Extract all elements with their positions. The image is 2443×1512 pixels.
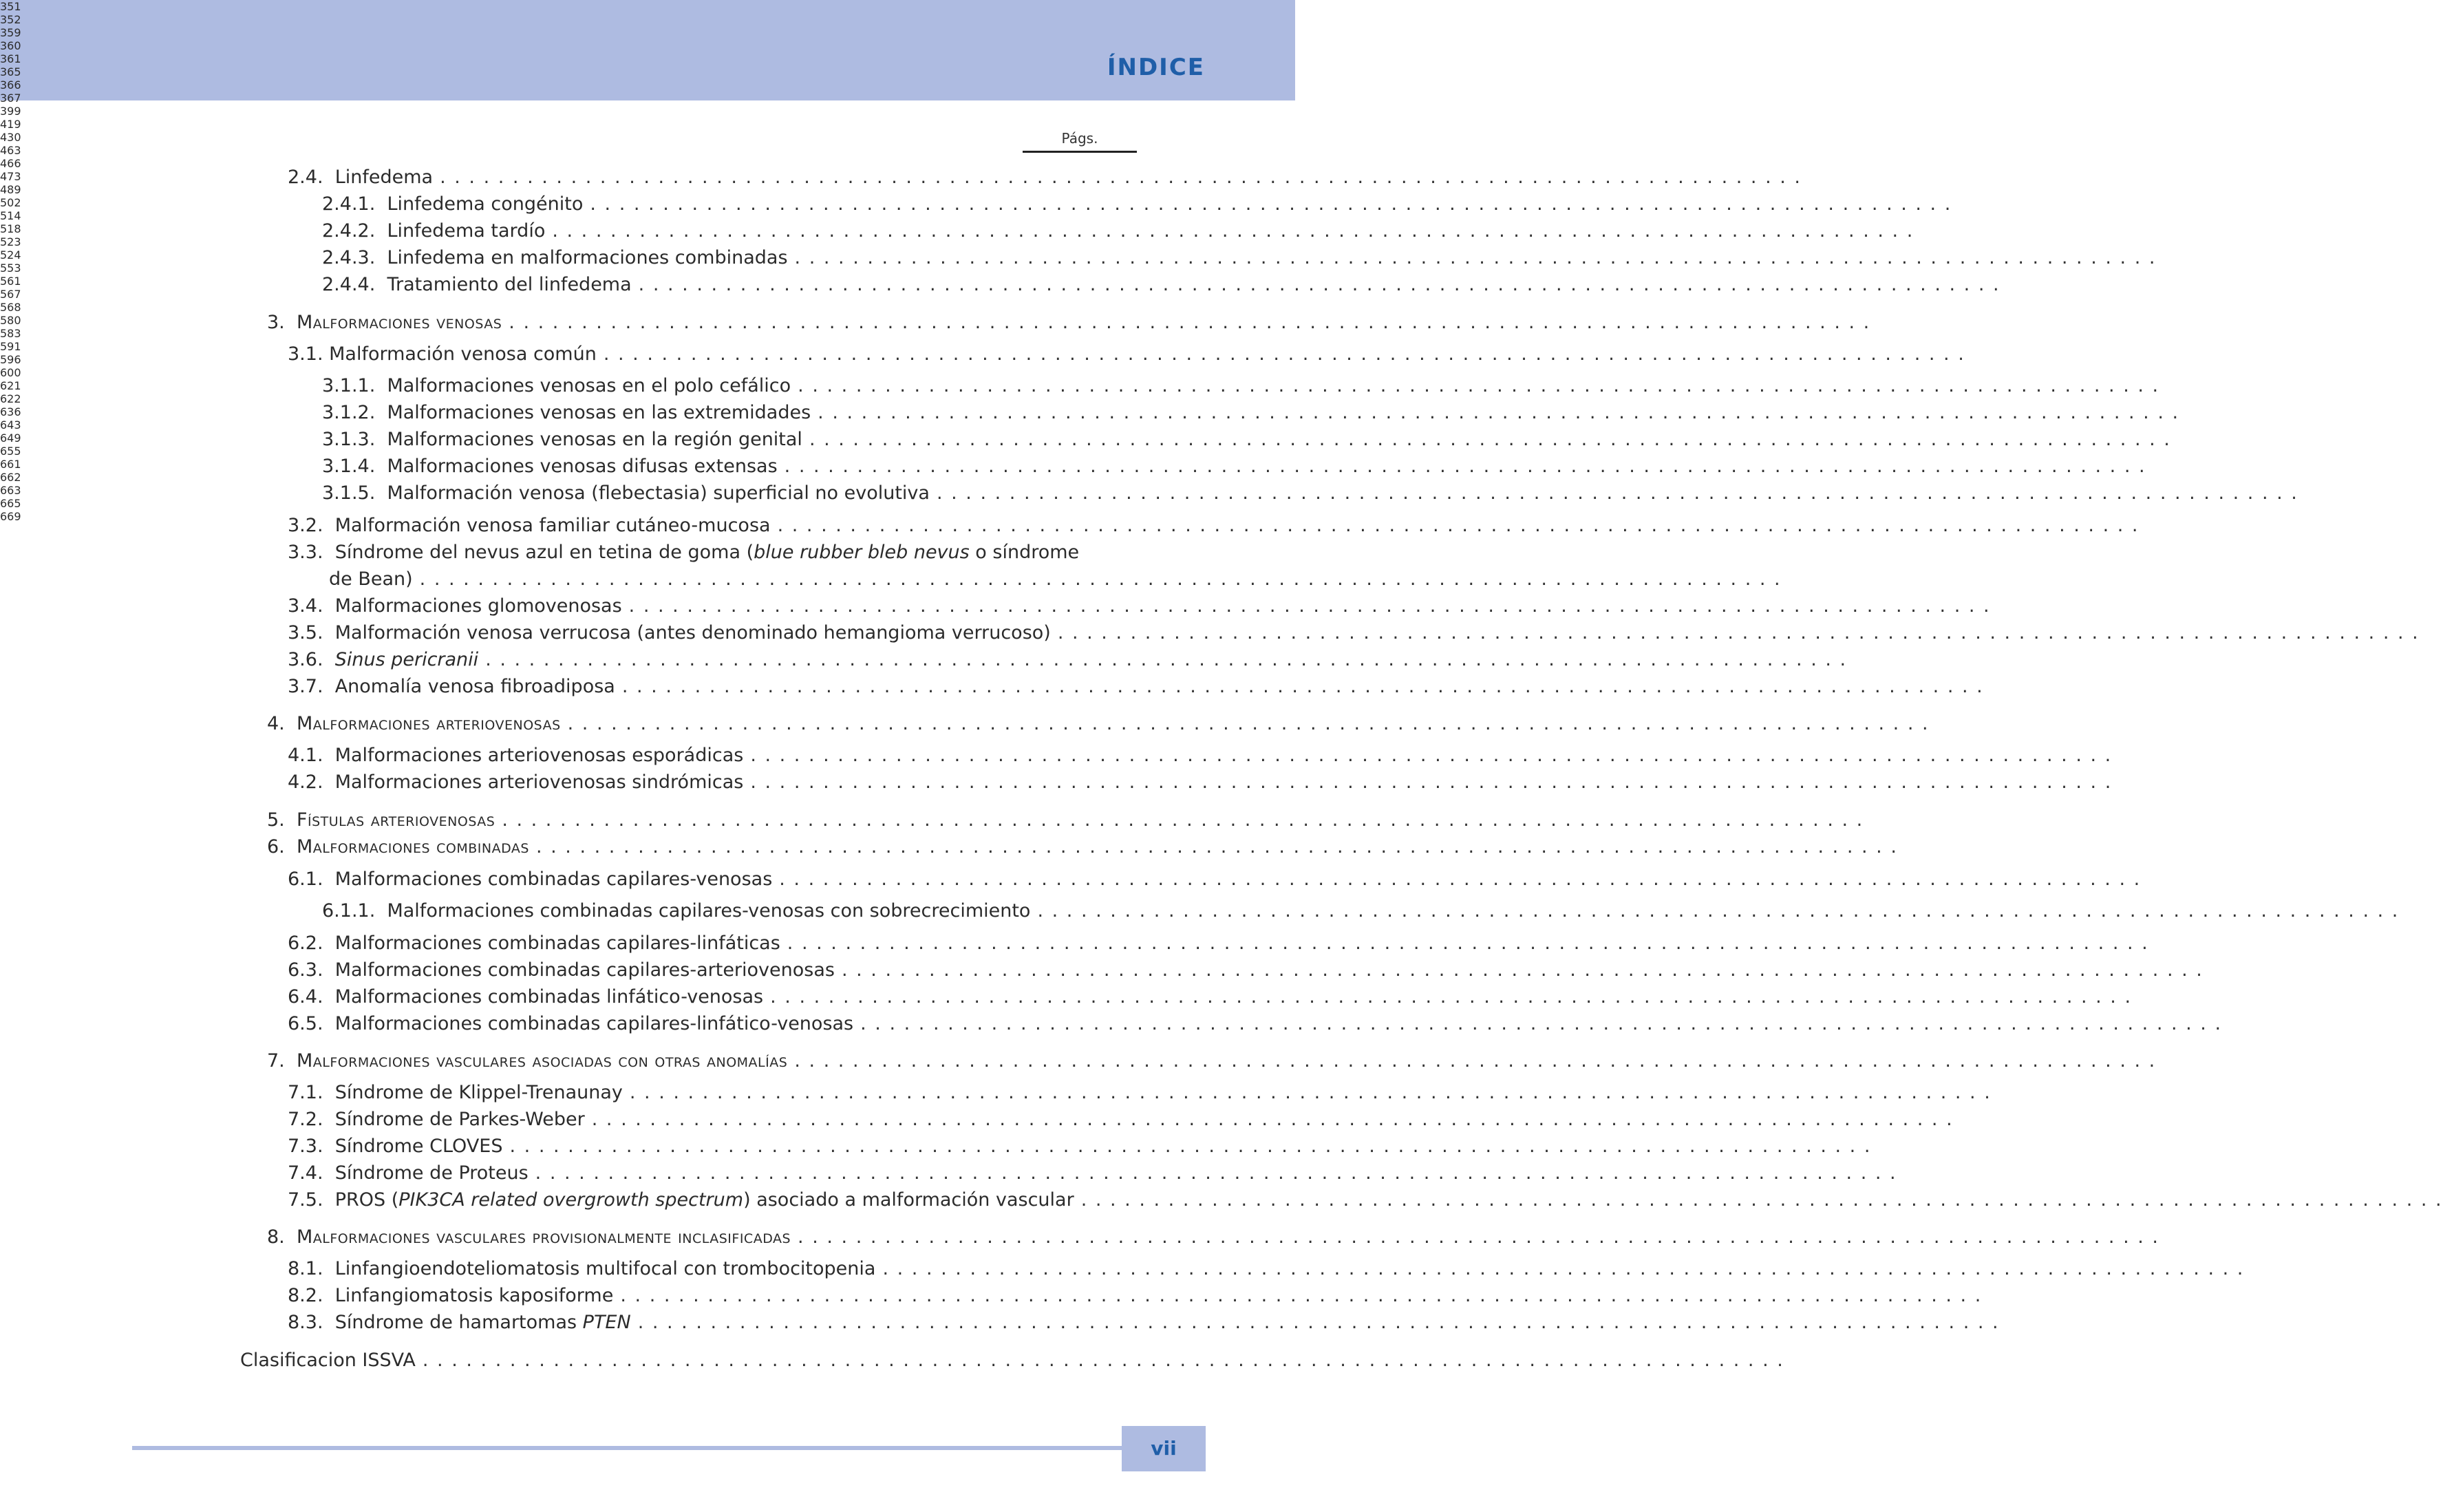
- toc-entry-number: 3.1.: [288, 343, 323, 365]
- toc-entry-page[interactable]: 553: [0, 262, 21, 275]
- toc-entry[interactable]: [288, 866, 2142, 893]
- toc-entry-number: 7.3.: [288, 1136, 323, 1157]
- dot-leader: . . . . . . . . . . . . . . . . . . . . . . . . . . . . . . . . . . . . . . . . . . . . . . . . . . . . . . . . . . . . . . . . . . . . . . . . . . . . . . . . . . . . . . . . . . . . . .: [567, 713, 1930, 734]
- toc-entry-page[interactable]: 567: [0, 288, 21, 301]
- toc-entry-title: Malformaciones combinadas capilares-linfáticas: [334, 933, 780, 954]
- toc-entry-page[interactable]: 649: [0, 432, 21, 445]
- toc-entry-number: 7.1.: [288, 1082, 323, 1103]
- toc-entry-title: Síndrome de Parkes-Weber: [334, 1109, 585, 1130]
- toc-entry-page[interactable]: 463: [0, 144, 21, 157]
- toc-entry-page[interactable]: 661: [0, 458, 21, 471]
- toc-entry-number: 3.6.: [288, 649, 323, 670]
- toc-chapter-title: Fístulas arteriovenosas: [296, 809, 495, 831]
- dot-leader: . . . . . . . . . . . . . . . . . . . . . . . . . . . . . . . . . . . . . . . . . . . . . . . . . . . . . . . . . . . . . . . . . . . . . . . . . . . . . . . . . . . . . . . . . . . . . .: [1080, 1189, 2443, 1211]
- toc-entry[interactable]: [288, 1010, 2223, 1038]
- toc-entry-page[interactable]: 523: [0, 235, 21, 248]
- toc-entry-number: 2.4.: [288, 167, 323, 188]
- toc-entry-number: 6.4.: [288, 986, 323, 1008]
- toc-entry[interactable]: [322, 399, 2180, 427]
- toc-entry-number: 2.4.2.: [322, 220, 376, 242]
- dot-leader: . . . . . . . . . . . . . . . . . . . . . . . . . . . . . . . . . . . . . . . . . . . . . . . . . . . . . . . . . . . . . . . . . . . . . . . . . . . . . . . . . . . . . . . . . . . . . .: [485, 649, 1848, 670]
- toc-entry-number: 4.1.: [288, 745, 323, 766]
- toc-entry[interactable]: [288, 512, 2140, 540]
- toc-entry[interactable]: [288, 1160, 1897, 1187]
- toc-chapter-title: Malformaciones vasculares provisionalmente inclasificadas: [296, 1226, 791, 1248]
- toc-entry-number: 6.: [267, 836, 285, 858]
- dot-leader: . . . . . . . . . . . . . . . . . . . . . . . . . . . . . . . . . . . . . . . . . . . . . . . . . . . . . . . . . . . . . . . . . . . . . . . . . . . . . . . . . . . . . . . . . . . . . .: [422, 1350, 1784, 1371]
- dot-leader: . . . . . . . . . . . . . . . . . . . . . . . . . . . . . . . . . . . . . . . . . . . . . . . . . . . . . . . . . . . . . . . . . . . . . . . . . . . . . . . . . . . . . . . . . . . . . .: [787, 933, 2149, 954]
- dot-leader: . . . . . . . . . . . . . . . . . . . . . . . . . . . . . . . . . . . . . . . . . . . . . . . . . . . . . . . . . . . . . . . . . . . . . . . . . . . . . . . . . . . . . . . . . . . . . .: [591, 1109, 1954, 1130]
- dot-leader: . . . . . . . . . . . . . . . . . . . . . . . . . . . . . . . . . . . . . . . . . . . . . . . . . . . . . . . . . . . . . . . . . . . . . . . . . . . . . . . . . . . . . . . . . . . . . .: [621, 676, 1984, 697]
- toc-entry[interactable]: [288, 1309, 2000, 1337]
- toc-chapter[interactable]: [267, 309, 1871, 337]
- toc-entry-page[interactable]: 360: [0, 39, 21, 52]
- toc-entry-page[interactable]: 419: [0, 118, 21, 131]
- toc-entry-number: 3.: [267, 312, 285, 333]
- toc-chapter-title: Malformaciones arteriovenosas: [296, 713, 561, 734]
- toc-entry-title: Sinus pericranii: [334, 649, 479, 670]
- toc-entry-number: 3.4.: [288, 595, 323, 617]
- toc-entry-page[interactable]: 514: [0, 209, 21, 222]
- dot-leader: . . . . . . . . . . . . . . . . . . . . . . . . . . . . . . . . . . . . . . . . . . . . . . . . . . . . . . . . . . . . . . . . . . . . . . . . . . . . . . . . . . . . . . . . . . . . . .: [936, 482, 2298, 504]
- dot-leader: . . . . . . . . . . . . . . . . . . . . . . . . . . . . . . . . . . . . . . . . . . . . . . . . . . . . . . . . . . . . . . . . . . . . . . . . . . . . . . . . . . . . . . . . . . . . . .: [638, 274, 2001, 295]
- toc-entry-title: Linfangiomatosis kaposiforme: [334, 1285, 614, 1306]
- toc-chapter[interactable]: [267, 1047, 2157, 1075]
- toc-chapter-title: Malformaciones combinadas: [296, 836, 529, 858]
- toc-entry-page[interactable]: 359: [0, 26, 21, 39]
- toc-entry-page[interactable]: 366: [0, 78, 21, 92]
- toc-entry-title: PROS (: [334, 1189, 399, 1211]
- toc-entry-number: 3.1.1.: [322, 375, 376, 396]
- toc-chapter[interactable]: [267, 833, 1898, 861]
- toc-entry[interactable]: [288, 1079, 1992, 1107]
- dot-leader: . . . . . . . . . . . . . . . . . . . . . . . . . . . . . . . . . . . . . . . . . . . . . . . . . . . . . . . . . . . . . . . . . . . . . . . . . . . . . . . . . . . . . . . . . . . . . .: [419, 568, 1782, 590]
- toc-entry-page[interactable]: 361: [0, 52, 21, 65]
- toc-entry-title: Malformaciones venosas en la región genital: [387, 429, 802, 450]
- toc-entry[interactable]: [288, 539, 1080, 566]
- toc-entry-title-italic: PIK3CA related overgrowth spectrum: [398, 1189, 744, 1211]
- toc-entry[interactable]: [288, 646, 1848, 674]
- dot-leader: . . . . . . . . . . . . . . . . . . . . . . . . . . . . . . . . . . . . . . . . . . . . . . . . . . . . . . . . . . . . . . . . . . . . . . . . . . . . . . . . . . . . . . . . . . . . . .: [535, 1162, 1897, 1184]
- toc-entry[interactable]: [288, 742, 2113, 769]
- toc-entry-number: 3.7.: [288, 676, 323, 697]
- toc-entry-title: Anomalía venosa fibroadiposa: [334, 676, 615, 697]
- dot-leader: . . . . . . . . . . . . . . . . . . . . . . . . . . . . . . . . . . . . . . . . . . . . . . . . . . . . . . . . . . . . . . . . . . . . . . . . . . . . . . . . . . . . . . . . . . . . . .: [860, 1013, 2223, 1034]
- dot-leader: . . . . . . . . . . . . . . . . . . . . . . . . . . . . . . . . . . . . . . . . . . . . . . . . . . . . . . . . . . . . . . . . . . . . . . . . . . . . . . . . . . . . . . . . . . . . . .: [440, 167, 1802, 188]
- toc-entry[interactable]: [288, 1255, 2245, 1283]
- toc-entry-title: Síndrome del nevus azul en tetina de goma (: [334, 542, 754, 563]
- toc-entry-number: 8.3.: [288, 1312, 323, 1333]
- toc-entry-page[interactable]: 568: [0, 301, 21, 314]
- toc-entry-page[interactable]: 655: [0, 445, 21, 458]
- dot-leader: . . . . . . . . . . . . . . . . . . . . . . . . . . . . . . . . . . . . . . . . . . . . . . . . . . . . . . . . . . . . . . . . . . . . . . . . . . . . . . . . . . . . . . . . . . . . . .: [779, 869, 2142, 890]
- toc-entry-number: 6.2.: [288, 933, 323, 954]
- toc-entry-number: 3.3.: [288, 542, 323, 563]
- toc-entry-page[interactable]: 430: [0, 131, 21, 144]
- toc-entry-title: Malformaciones arteriovenosas esporádicas: [334, 745, 744, 766]
- toc-entry-title: Malformaciones glomovenosas: [334, 595, 622, 617]
- toc-entry[interactable]: [288, 673, 1984, 701]
- toc-entry-title: Malformaciones combinadas capilares-venosas con sobrecrecimiento: [387, 900, 1031, 922]
- toc-chapter[interactable]: [267, 1224, 2159, 1251]
- toc-entry-title-end: ) asociado a malformación vascular: [743, 1189, 1074, 1211]
- toc-entry-number: 8.2.: [288, 1285, 323, 1306]
- toc-entry-number: 7.: [267, 1050, 285, 1072]
- toc-entry-number: 2.4.1.: [322, 193, 376, 215]
- toc-chapter-title: Malformaciones vasculares asociadas con otras anomalías: [296, 1050, 788, 1072]
- toc-entry[interactable]: [288, 1186, 2443, 1214]
- toc-entry-title: Malformación venosa familiar cutáneo-mucosa: [334, 515, 771, 536]
- toc-entry-title: Malformación venosa (flebectasia) superficial no evolutiva: [387, 482, 930, 504]
- dot-leader: . . . . . . . . . . . . . . . . . . . . . . . . . . . . . . . . . . . . . . . . . . . . . . . . . . . . . . . . . . . . . . . . . . . . . . . . . . . . . . . . . . . . . . . . . . . . . .: [777, 515, 2140, 536]
- toc-entry-number: 7.5.: [288, 1189, 323, 1211]
- toc-entry-page[interactable]: 466: [0, 157, 21, 170]
- toc-entry-title-italic: PTEN: [582, 1312, 631, 1333]
- toc-entry[interactable]: [288, 593, 1991, 620]
- toc-entry-page[interactable]: 502: [0, 196, 21, 209]
- toc-entry-title: Malformaciones combinadas capilares-venosas: [334, 869, 773, 890]
- footer-rule: [132, 1446, 1123, 1450]
- dot-leader: . . . . . . . . . . . . . . . . . . . . . . . . . . . . . . . . . . . . . . . . . . . . . . . . . . . . . . . . . . . . . . . . . . . . . . . . . . . . . . . . . . . . . . . . . . . . . .: [770, 986, 2133, 1008]
- toc-entry-title: Síndrome CLOVES: [334, 1136, 503, 1157]
- toc-entry[interactable]: [288, 164, 1802, 191]
- toc-entry[interactable]: [288, 983, 2133, 1011]
- toc-entry-page[interactable]: 561: [0, 275, 21, 288]
- dot-leader: . . . . . . . . . . . . . . . . . . . . . . . . . . . . . . . . . . . . . . . . . . . . . . . . . . . . . . . . . . . . . . . . . . . . . . . . . . . . . . . . . . . . . . . . . . . . . .: [509, 312, 1871, 333]
- dot-leader: . . . . . . . . . . . . . . . . . . . . . . . . . . . . . . . . . . . . . . . . . . . . . . . . . . . . . . . . . . . . . . . . . . . . . . . . . . . . . . . . . . . . . . . . . . . . . .: [603, 343, 1965, 365]
- toc-entry-number: 2.4.4.: [322, 274, 376, 295]
- toc-entry-number: 8.: [267, 1226, 285, 1248]
- dot-leader: . . . . . . . . . . . . . . . . . . . . . . . . . . . . . . . . . . . . . . . . . . . . . . . . . . . . . . . . . . . . . . . . . . . . . . . . . . . . . . . . . . . . . . . . . . . . . .: [809, 429, 2171, 450]
- toc-entry[interactable]: [322, 426, 2171, 454]
- toc-entry-title: Malformaciones venosas en las extremidades: [387, 402, 811, 423]
- toc-entry-title: Malformaciones combinadas linfático-venosas: [334, 986, 764, 1008]
- toc-entry-number: 5.: [267, 809, 285, 831]
- pages-column-label: Págs.: [1061, 130, 1098, 147]
- dot-leader: . . . . . . . . . . . . . . . . . . . . . . . . . . . . . . . . . . . . . . . . . . . . . . . . . . . . . . . . . . . . . . . . . . . . . . . . . . . . . . . . . . . . . . . . . . . . . .: [798, 375, 2160, 396]
- toc-entry[interactable]: [322, 372, 2160, 400]
- toc-chapter[interactable]: [267, 710, 1930, 738]
- toc-entry[interactable]: [288, 341, 1965, 368]
- toc-entry-number: 3.2.: [288, 515, 323, 536]
- dot-leader: . . . . . . . . . . . . . . . . . . . . . . . . . . . . . . . . . . . . . . . . . . . . . . . . . . . . . . . . . . . . . . . . . . . . . . . . . . . . . . . . . . . . . . . . . . . . . .: [502, 809, 1864, 831]
- dot-leader: . . . . . . . . . . . . . . . . . . . . . . . . . . . . . . . . . . . . . . . . . . . . . . . . . . . . . . . . . . . . . . . . . . . . . . . . . . . . . . . . . . . . . . . . . . . . . .: [1057, 622, 2420, 643]
- page-number: vii: [1122, 1426, 1206, 1471]
- toc-entry[interactable]: [240, 1347, 1784, 1374]
- toc-chapter[interactable]: [267, 807, 1864, 834]
- dot-leader: . . . . . . . . . . . . . . . . . . . . . . . . . . . . . . . . . . . . . . . . . . . . . . . . . . . . . . . . . . . . . . . . . . . . . . . . . . . . . . . . . . . . . . . . . . . . . .: [798, 1226, 2159, 1248]
- toc-entry-page[interactable]: 662: [0, 471, 21, 484]
- toc-entry-title: Malformaciones combinadas capilares-arteriovenosas: [334, 959, 835, 981]
- toc-entry-page[interactable]: 351: [0, 0, 21, 13]
- dot-leader: . . . . . . . . . . . . . . . . . . . . . . . . . . . . . . . . . . . . . . . . . . . . . . . . . . . . . . . . . . . . . . . . . . . . . . . . . . . . . . . . . . . . . . . . . . . . . .: [794, 247, 2157, 268]
- toc-entry-title: Linfangioendoteliomatosis multifocal con trombocitopenia: [334, 1258, 876, 1279]
- toc-entry-title: Malformaciones arteriovenosas sindrómicas: [334, 771, 744, 793]
- toc-entry-title: Síndrome de Proteus: [334, 1162, 529, 1184]
- toc-entry-number: 3.1.2.: [322, 402, 376, 423]
- dot-leader: . . . . . . . . . . . . . . . . . . . . . . . . . . . . . . . . . . . . . . . . . . . . . . . . . . . . . . . . . . . . . . . . . . . . . . . . . . . . . . . . . . . . . . . . . . . . . .: [535, 836, 1898, 858]
- toc-entry[interactable]: [288, 769, 2113, 796]
- toc-entry-number: 4.2.: [288, 771, 323, 793]
- toc-entry-page[interactable]: 643: [0, 418, 21, 432]
- dot-leader: . . . . . . . . . . . . . . . . . . . . . . . . . . . . . . . . . . . . . . . . . . . . . . . . . . . . . . . . . . . . . . . . . . . . . . . . . . . . . . . . . . . . . . . . . . . . . .: [750, 771, 2113, 793]
- toc-entry-number: 6.1.: [288, 869, 323, 890]
- toc-entry-title: Linfedema en malformaciones combinadas: [387, 247, 788, 268]
- dot-leader: . . . . . . . . . . . . . . . . . . . . . . . . . . . . . . . . . . . . . . . . . . . . . . . . . . . . . . . . . . . . . . . . . . . . . . . . . . . . . . . . . . . . . . . . . . . . . .: [1037, 900, 2400, 922]
- toc-entry-title-continuation: de Bean): [329, 568, 413, 590]
- toc-entry-page[interactable]: 518: [0, 222, 21, 235]
- toc-entry-number: 3.1.5.: [322, 482, 376, 504]
- page-title: ÍNDICE: [1107, 54, 1205, 81]
- toc-entry-number: 7.4.: [288, 1162, 323, 1184]
- toc-entry[interactable]: [322, 244, 2157, 272]
- toc-entry-page[interactable]: 669: [0, 510, 21, 523]
- dot-leader: . . . . . . . . . . . . . . . . . . . . . . . . . . . . . . . . . . . . . . . . . . . . . . . . . . . . . . . . . . . . . . . . . . . . . . . . . . . . . . . . . . . . . . . . . . . . . .: [882, 1258, 2245, 1279]
- toc-entry-number: 6.3.: [288, 959, 323, 981]
- toc-entry[interactable]: [322, 217, 1914, 245]
- toc-entry-continuation[interactable]: [329, 566, 1782, 593]
- toc-entry[interactable]: [288, 1133, 1872, 1160]
- dot-leader: . . . . . . . . . . . . . . . . . . . . . . . . . . . . . . . . . . . . . . . . . . . . . . . . . . . . . . . . . . . . . . . . . . . . . . . . . . . . . . . . . . . . . . . . . . . . . .: [620, 1285, 1983, 1306]
- toc-entry-title-italic: blue rubber bleb nevus: [754, 542, 970, 563]
- dot-leader: . . . . . . . . . . . . . . . . . . . . . . . . . . . . . . . . . . . . . . . . . . . . . . . . . . . . . . . . . . . . . . . . . . . . . . . . . . . . . . . . . . . . . . . . . . . . . .: [552, 220, 1914, 242]
- dot-leader: . . . . . . . . . . . . . . . . . . . . . . . . . . . . . . . . . . . . . . . . . . . . . . . . . . . . . . . . . . . . . . . . . . . . . . . . . . . . . . . . . . . . . . . . . . . . . .: [794, 1050, 2157, 1072]
- toc-entry[interactable]: [288, 930, 2149, 957]
- toc-entry-page[interactable]: 399: [0, 105, 21, 118]
- toc-entry-number: 8.1.: [288, 1258, 323, 1279]
- toc-entry-title: Malformaciones venosas en el polo cefálico: [387, 375, 791, 396]
- toc-entry-number: 6.1.1.: [322, 900, 376, 922]
- toc-entry-page[interactable]: 365: [0, 65, 21, 78]
- toc-entry-title: Síndrome de hamartomas: [334, 1312, 583, 1333]
- toc-entry-number: 4.: [267, 713, 285, 734]
- toc-entry[interactable]: [322, 453, 2146, 480]
- toc-entry-page[interactable]: 580: [0, 314, 21, 327]
- toc-entry-title: Malformaciones venosas difusas extensas: [387, 456, 778, 477]
- toc-entry[interactable]: [288, 1106, 1954, 1133]
- dot-leader: . . . . . . . . . . . . . . . . . . . . . . . . . . . . . . . . . . . . . . . . . . . . . . . . . . . . . . . . . . . . . . . . . . . . . . . . . . . . . . . . . . . . . . . . . . . . . .: [841, 959, 2204, 981]
- toc-entry-page[interactable]: 489: [0, 183, 21, 196]
- toc-entry-page[interactable]: 596: [0, 353, 21, 366]
- toc-entry-title: Clasificacion ISSVA: [240, 1350, 416, 1371]
- toc-entry-page[interactable]: 352: [0, 13, 21, 26]
- toc-entry[interactable]: [322, 480, 2298, 507]
- toc-entry-title: Síndrome de Klippel-Trenaunay: [334, 1082, 623, 1103]
- toc-entry-page[interactable]: 665: [0, 497, 21, 510]
- toc-entry[interactable]: [322, 897, 2400, 925]
- toc-entry-title: Malformaciones combinadas capilares-linfático-venosas: [334, 1013, 854, 1034]
- toc-entry-number: 3.5.: [288, 622, 323, 643]
- dot-leader: . . . . . . . . . . . . . . . . . . . . . . . . . . . . . . . . . . . . . . . . . . . . . . . . . . . . . . . . . . . . . . . . . . . . . . . . . . . . . . . . . . . . . . . . . . . . . .: [637, 1312, 2000, 1333]
- toc-entry-page[interactable]: 600: [0, 366, 21, 379]
- toc-entry-page[interactable]: 622: [0, 392, 21, 405]
- dot-leader: . . . . . . . . . . . . . . . . . . . . . . . . . . . . . . . . . . . . . . . . . . . . . . . . . . . . . . . . . . . . . . . . . . . . . . . . . . . . . . . . . . . . . . . . . . . . . .: [784, 456, 2146, 477]
- dot-leader: . . . . . . . . . . . . . . . . . . . . . . . . . . . . . . . . . . . . . . . . . . . . . . . . . . . . . . . . . . . . . . . . . . . . . . . . . . . . . . . . . . . . . . . . . . . . . .: [629, 1082, 1992, 1103]
- toc-entry-title: Linfedema: [334, 167, 434, 188]
- dot-leader: . . . . . . . . . . . . . . . . . . . . . . . . . . . . . . . . . . . . . . . . . . . . . . . . . . . . . . . . . . . . . . . . . . . . . . . . . . . . . . . . . . . . . . . . . . . . . .: [628, 595, 1991, 617]
- toc-entry[interactable]: [322, 191, 1952, 218]
- toc-entry-title: Linfedema congénito: [387, 193, 584, 215]
- toc-entry-page[interactable]: 583: [0, 327, 21, 340]
- toc-entry-title-end: o síndrome: [969, 542, 1080, 563]
- toc-entry-number: 6.5.: [288, 1013, 323, 1034]
- toc-entry-page[interactable]: 636: [0, 405, 21, 418]
- toc-entry-title: Tratamiento del linfedema: [387, 274, 632, 295]
- toc-entry-page[interactable]: 473: [0, 170, 21, 183]
- toc-entry-page[interactable]: 524: [0, 248, 21, 262]
- toc-entry-page[interactable]: 621: [0, 379, 21, 392]
- dot-leader: . . . . . . . . . . . . . . . . . . . . . . . . . . . . . . . . . . . . . . . . . . . . . . . . . . . . . . . . . . . . . . . . . . . . . . . . . . . . . . . . . . . . . . . . . . . . . .: [590, 193, 1952, 215]
- toc-entry-title: Linfedema tardío: [387, 220, 546, 242]
- toc-entry-number: 3.1.3.: [322, 429, 376, 450]
- toc-entry-number: 3.1.4.: [322, 456, 376, 477]
- toc-entry-title: Malformación venosa común: [329, 343, 597, 365]
- toc-entry-number: 7.2.: [288, 1109, 323, 1130]
- toc-entry-page[interactable]: 663: [0, 484, 21, 497]
- toc-entry[interactable]: [288, 957, 2204, 984]
- dot-leader: . . . . . . . . . . . . . . . . . . . . . . . . . . . . . . . . . . . . . . . . . . . . . . . . . . . . . . . . . . . . . . . . . . . . . . . . . . . . . . . . . . . . . . . . . . . . . .: [750, 745, 2113, 766]
- toc-entry[interactable]: [288, 1282, 1983, 1310]
- toc-entry-title: Malformación venosa verrucosa (antes denominado hemangioma verrucoso): [334, 622, 1051, 643]
- dot-leader: . . . . . . . . . . . . . . . . . . . . . . . . . . . . . . . . . . . . . . . . . . . . . . . . . . . . . . . . . . . . . . . . . . . . . . . . . . . . . . . . . . . . . . . . . . . . . .: [509, 1136, 1872, 1157]
- toc-entry[interactable]: [322, 271, 2001, 299]
- toc-chapter-title: Malformaciones venosas: [296, 312, 502, 333]
- toc-entry-page[interactable]: 367: [0, 92, 21, 105]
- toc-entry[interactable]: [288, 619, 2420, 647]
- dot-leader: . . . . . . . . . . . . . . . . . . . . . . . . . . . . . . . . . . . . . . . . . . . . . . . . . . . . . . . . . . . . . . . . . . . . . . . . . . . . . . . . . . . . . . . . . . . . . .: [818, 402, 2180, 423]
- toc-entry-number: 2.4.3.: [322, 247, 376, 268]
- toc-entry-page[interactable]: 591: [0, 340, 21, 353]
